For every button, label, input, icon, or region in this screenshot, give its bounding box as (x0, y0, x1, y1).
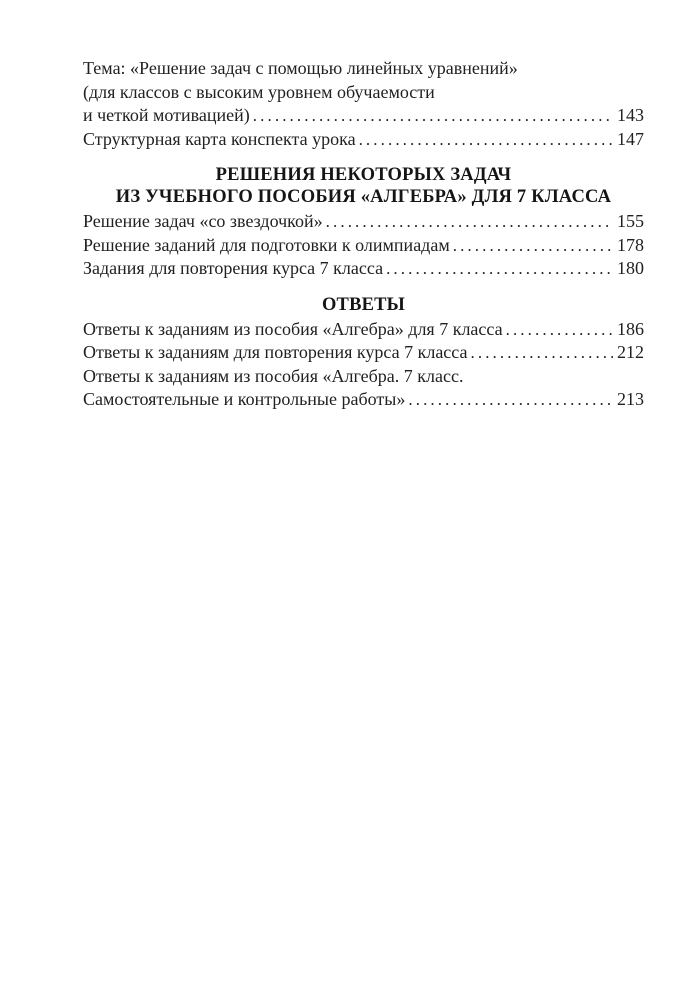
toc-entry-text: Ответы к заданиям из пособия «Алгебра. 7 класс. (83, 365, 464, 386)
toc-entry (83, 210, 644, 234)
toc-entry-text: Ответы к заданиям из пособия «Алгебра» для 7 класса (83, 318, 503, 339)
section-heading (83, 164, 644, 208)
toc-page-number: 180 (617, 258, 644, 278)
toc-page-number: 155 (617, 211, 644, 231)
leader-dots (386, 257, 613, 281)
leader-dots (326, 210, 613, 234)
toc-entry (83, 104, 644, 128)
toc-entry-text: Структурная карта конспекта урока (83, 128, 356, 149)
toc-entry (83, 128, 644, 152)
leader-dots (471, 341, 614, 365)
section-heading-line: ИЗ УЧЕБНОГО ПОСОБИЯ «АЛГЕБРА» ДЛЯ 7 КЛАССА (115, 187, 612, 207)
toc-entry-text: и четкой мотивацией) (83, 105, 250, 125)
leader-dots (453, 234, 613, 258)
toc-entry (83, 81, 644, 105)
toc-entry-text: Задания для повторения курса 7 класса (83, 258, 384, 278)
toc-entry (83, 257, 644, 281)
toc-entry (83, 388, 644, 412)
toc-entry (83, 57, 644, 81)
toc-entry (83, 365, 644, 389)
toc-entry (83, 341, 644, 365)
leader-dots (253, 104, 613, 128)
toc-entry-text: Решение заданий для подготовки к олимпиадам (83, 234, 450, 255)
toc-entry (83, 318, 644, 342)
toc-page (83, 57, 644, 412)
leader-dots (506, 318, 613, 342)
toc-entry-text: (для классов с высоким уровнем обучаемости (83, 81, 435, 102)
leader-dots (408, 388, 613, 412)
toc-entry-text: Ответы к заданиям для повторения курса 7 класса (83, 342, 468, 362)
section-heading (83, 294, 644, 316)
leader-dots (359, 128, 613, 152)
toc-entry (83, 234, 644, 258)
toc-page-number: 143 (617, 105, 644, 125)
toc-page-number: 212 (617, 342, 644, 362)
toc-page-number: 178 (617, 234, 644, 255)
toc-entry-text: Решение задач «со звездочкой» (83, 211, 323, 231)
toc-entry-text: Тема: «Решение задач с помощью линейных уравнений» (83, 58, 518, 78)
toc-entry-text: Самостоятельные и контрольные работы» (83, 389, 406, 409)
section-heading-line: РЕШЕНИЯ НЕКОТОРЫХ ЗАДАЧ (215, 165, 512, 185)
section-heading-line: ОТВЕТЫ (321, 294, 406, 315)
toc-page-number: 213 (617, 389, 644, 409)
toc-page-number: 147 (617, 128, 644, 149)
toc-page-number: 186 (617, 318, 644, 339)
